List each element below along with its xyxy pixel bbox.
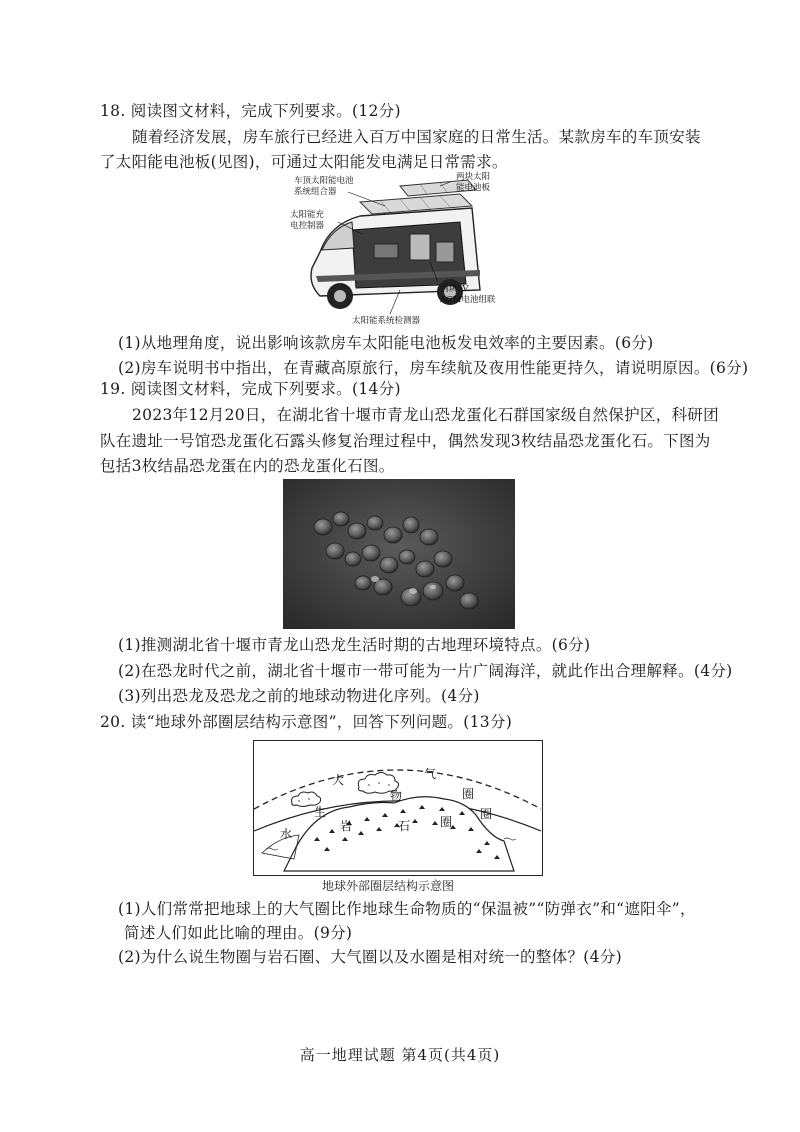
spheres-drawing [254,741,541,874]
label-quan-atmos: 圈 [462,787,475,801]
label-wu: 物 [390,789,403,803]
q19-paragraph-line1: 2023年12月20日，在湖北省十堰市青龙山恐龙蛋化石群国家级自然保护区，科研团 [132,406,719,424]
q18-paragraph-line2: 了太阳能电池板(见图)，可通过太阳能发电满足日常需求。 [100,153,508,171]
q18-title: 18. 阅读图文材料，完成下列要求。(12分) [100,102,401,120]
label-battery: 两块5V ACM电池组联 [440,284,496,305]
q19-sub2: (2)在恐龙时代之前，湖北省十堰市一带可能为一片广阔海洋，就此作出合理解释。(4分) [118,662,733,680]
q20-sub2: (2)为什么说生物圈与岩石圈、大气圈以及水圈是相对统一的整体？(4分) [118,948,622,966]
q18-sub2: (2)房车说明书中指出，在青藏高原旅行，房车续航及夜用性能更持久，请说明原因。(6分) [118,359,749,377]
q18-sub1: (1)从地理角度，说出影响该款房车太阳能电池板发电效率的主要因素。(6分) [118,334,654,352]
diagram-caption: 地球外部圈层结构示意图 [322,879,455,893]
label-sheng: 生 [314,805,327,819]
label-monitor: 太阳能系统检测器 [352,316,421,326]
q19-sub1: (1)推测湖北省十堰市青龙山恐龙生活时期的古地理环境特点。(6分) [118,636,591,654]
page-footer: 高一地理试题 第4页(共4页) [299,1046,501,1064]
q18-paragraph-line1: 随着经济发展，房车旅行已经进入百万中国家庭的日常生活。某款房车的车顶安装 [132,128,701,146]
label-solar-panels: 两块太阳 能电池板 [456,172,491,193]
label-charge-controller: 太阳能充 电控制器 [290,210,325,231]
q19-title: 19. 阅读图文材料，完成下列要求。(14分) [100,380,401,398]
label-shui: 水 [280,827,293,841]
earth-spheres-diagram [253,740,543,876]
label-yan: 岩 [340,819,353,833]
label-quan-litho: 圈 [440,815,453,829]
q20-sub1-line1: (1)人们常常把地球上的大气圈比作地球生命物质的“保温被”“防弹衣”和“遮阳伞”， [118,900,696,918]
q20-title: 20. 读“地球外部圈层结构示意图”，回答下列问题。(13分) [100,713,513,731]
label-combiner: 车顶太阳能电池 系统组合器 [294,176,354,197]
label-quan-hydro: 圈 [480,807,493,821]
label-shi: 石 [398,819,411,833]
q19-sub3: (3)列出恐龙及恐龙之前的地球动物进化序列。(4分) [118,687,480,705]
q19-paragraph-line3: 包括3枚结晶恐龙蛋在内的恐龙蛋化石图。 [100,457,395,475]
q20-sub1-line2: 简述人们如此比喻的理由。(9分) [124,924,353,942]
label-qi: 气 [424,767,437,781]
dinosaur-egg-photo [283,479,515,629]
rv-figure [290,172,500,328]
q19-paragraph-line2: 队在遗址一号馆恐龙蛋化石露头修复治理过程中，偶然发现3枚结晶恐龙蛋化石。下图为 [100,432,711,450]
label-da: 大 [332,773,345,787]
egg-fossil-image [283,479,515,629]
